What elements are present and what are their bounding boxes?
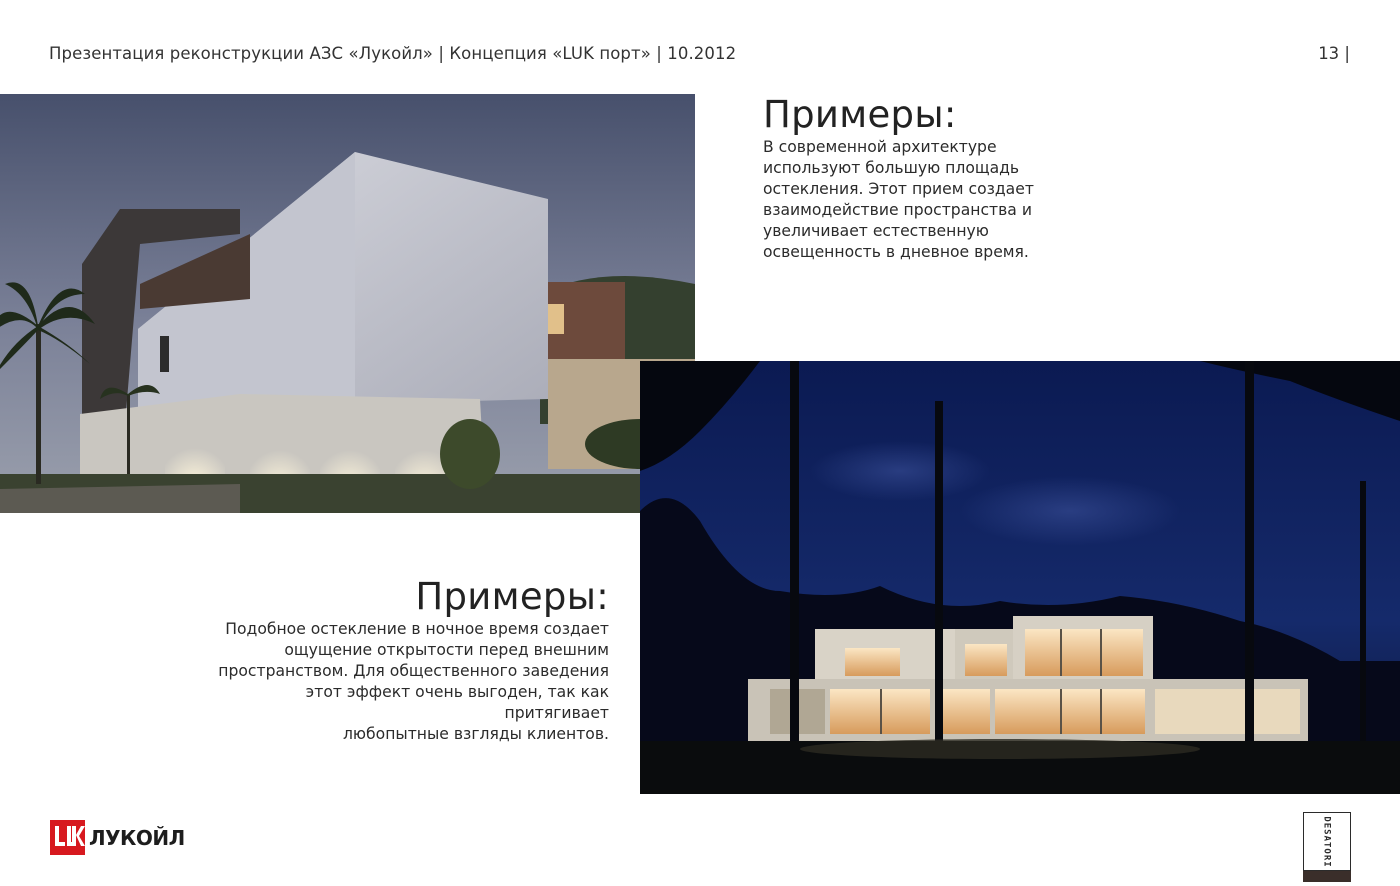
text-block-night: [205, 575, 609, 745]
lukoil-logo: [50, 820, 185, 855]
section-heading-daytime: Примеры:: [763, 93, 957, 136]
photo-modern-house-dusk: [0, 94, 695, 513]
lukoil-emblem-icon: [50, 820, 85, 855]
photo-glass-house-night: [640, 361, 1400, 794]
section-heading-night: Примеры:: [415, 575, 609, 618]
page-number: 13 |: [1318, 44, 1350, 63]
desatori-logo-text: DESATORI: [1321, 816, 1332, 868]
header-title: Презентация реконструкции АЗС «Лукойл» | Концепция «LUK порт» | 10.2012: [49, 44, 737, 63]
lukoil-brand-name: ЛУКОЙЛ: [89, 825, 185, 850]
section-text-night: Подобное остекление в ночное время создает ощущение открытости перед внешним пространством. Для общественного заведения этот эффект очень выгоден, так как притягивает любопытные взгляды клиентов.: [218, 620, 609, 743]
section-text-daytime: В современной архитектуре используют большую площадь остекления. Этот прием создает взаимодействие пространства и увеличивает естественную освещенность в дневное время.: [763, 138, 1034, 261]
text-block-daytime: [763, 93, 1063, 263]
desatori-logo: [1303, 812, 1351, 882]
